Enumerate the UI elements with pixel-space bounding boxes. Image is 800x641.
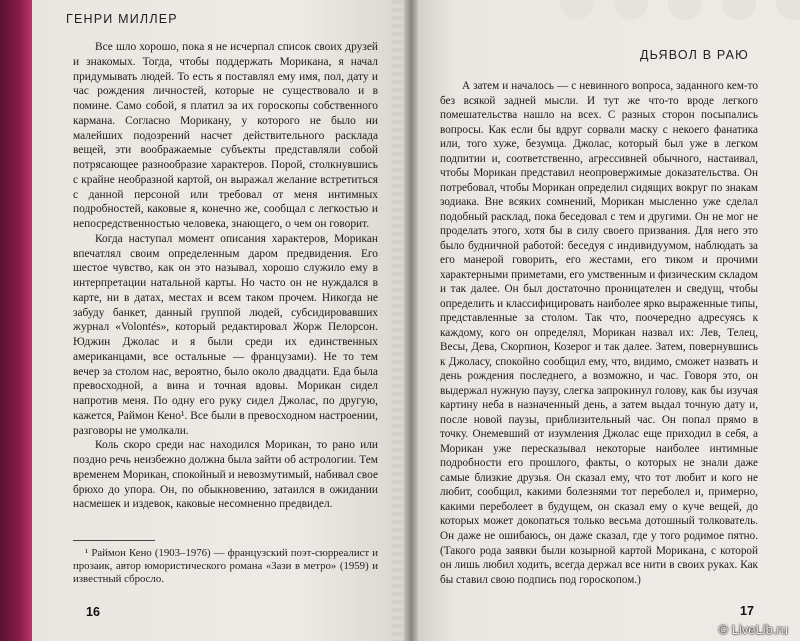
page-number-left: 16 xyxy=(86,605,100,619)
book-gutter xyxy=(404,0,418,641)
watermark: © LiveLib.ru xyxy=(718,622,788,637)
page-number-right: 17 xyxy=(740,604,754,618)
footnote-text: ¹ Раймон Кено (1903–1976) — французский поэт-сюрреалист и прозаик, автор юмористического романа «Зази в метро» (1959) и известный сбросло. xyxy=(73,547,378,586)
running-head-author: ГЕНРИ МИЛЛЕР xyxy=(66,12,178,26)
page-edge-shadow xyxy=(392,0,404,641)
right-page xyxy=(410,0,800,641)
right-body-text xyxy=(440,79,758,587)
footnote xyxy=(73,547,378,587)
left-body-text xyxy=(73,40,378,512)
left-page xyxy=(32,0,410,641)
background-pattern xyxy=(560,0,800,30)
paragraph: Все шло хорошо, пока я не исчерпал список своих друзей и знакомых. Тогда, чтобы поддержать Морикана, я начал придумывать людей. То есть я поставлял ему имя, пол, дату и час рождения личностей, которые не существовало и в помине. Само собой, я платил за их гороскопы собственного кармана. Согласно Морикану, у которого не было ни малейших подозрений насчет действительного расклада вещей, эти воображаемые субъекты представляли собой потрясающее разнообразие характеров. Порой, столкнувшись с крайне необразной картой, он выражал желание встретиться с данной персоной или требовал от меня интимных подробностей, каковые я, конечно же, сообщал с легкостью и непосредственностью человека, знающего, о чем он говорит. xyxy=(73,41,378,230)
paragraph: А затем и началось — с невинного вопроса, заданного кем-то без всякой задней мысли. И тут же что-то вроде легкого помешательства нашло на всех. С разных сторон посыпались вопросы. Как если бы вдруг сорвали маску с некоего фанатика или, того хуже, безумца. Джолас, который был уже в легком подпитии и, соответственно, агрессивней обычного, настаивал, чтобы Морикан представил неопровержимые доказательства. Он потребовал, чтобы Морикан определил сидящих вокруг по знакам зодиака. Вне всяких сомнений, Морикан мысленно уже сделал подобный расклад, пока беседовал с тем и другими. Он не мог не проделать этого, хотя бы в силу своего призвания. Для него это было будничной работой: беседуя с индивидуумом, наблюдать за его манерой говорить, его жестами, его тиком и прочими характерными приметами, его умственным и физическим складом и так далее. Он был достаточно проницателен и сведущ, чтобы определить и классифицировать наиболее ярко выраженные типы, представленные за столом. Так что, поочередно адресуясь к каждому, кого он определял, Морикан назвал их: Лев, Телец, Весы, Дева, Скорпион, Козерог и так далее. Затем, повернувшись к Джоласу, спокойно сообщил ему, что, видимо, сможет назвать и день рождения последнего, а возможно, и час. Говоря это, он выдержал нужную паузу, слегка запрокинул голову, как бы изучая картину неба в назначенный день, а затем выдал точную дату и, после новой паузы, приблизительный час. Он попал прямо в точку. Онемевший от изумления Джолас еще приходил в себя, а Морикан уже пересказывал некоторые наиболее интимные подробности его прошлого, факты, о которых не знали даже самые близкие друзья. Он сказал ему, что тот любит и кого не любит, сообщил, какими болезнями тот переболел и, примерно, какими переболеет в будущем, он сказал ему о куче вещей, до которых может докопаться только весьма дотошный толкователь. Он даже не ошибаюсь, он даже сказал, где у того родимое пятно. (Такого рода заявки были козырной картой Морикана, с которой он лишь любил ходить, всегда держал все нити в своих руках. Как бы ставил свою подпись под гороскопом.) xyxy=(440,80,758,586)
paragraph: Когда наступал момент описания характеров, Морикан впечатлял своим определенным даром предвидения. Его шестое чувство, как он это называл, хорошо служило ему в интерпретации натальной карты. Но часто он не нуждался в карте, ни в датах, местах и всем таком прочем. Никогда не забуду банкет, данный группой людей, субсидировавших журнал «Volontés», который редактировал Жорж Пелорсон. Юджин Джолас и я были среди их единственных американцами, все остальные — французами). Не то тем вечер за столом нас, вероятно, было около двадцати. Еда была превосходной, а вина и точная вдовы. Морикан сидел напротив меня. По одну его руку сидел Джолас, по другую, кажется, Раймон Кено¹. Все были в превосходном настроении, разговоры не умолкали. xyxy=(73,232,378,437)
footnote-rule xyxy=(73,540,155,541)
running-head-title: ДЬЯВОЛ В РАЮ xyxy=(640,48,749,62)
paragraph: Коль скоро среди нас находился Морикан, то рано или поздно речь неизбежно должна была зайти об астрологии. Тем временем Морикан, спокойный и невозмутимый, набивал свое брюхо до упора. Он, по обыкновению, затаился в ожидании насмешек и издевок, каковые несомненно предвидел. xyxy=(73,439,378,511)
book-cover-edge xyxy=(0,0,32,641)
